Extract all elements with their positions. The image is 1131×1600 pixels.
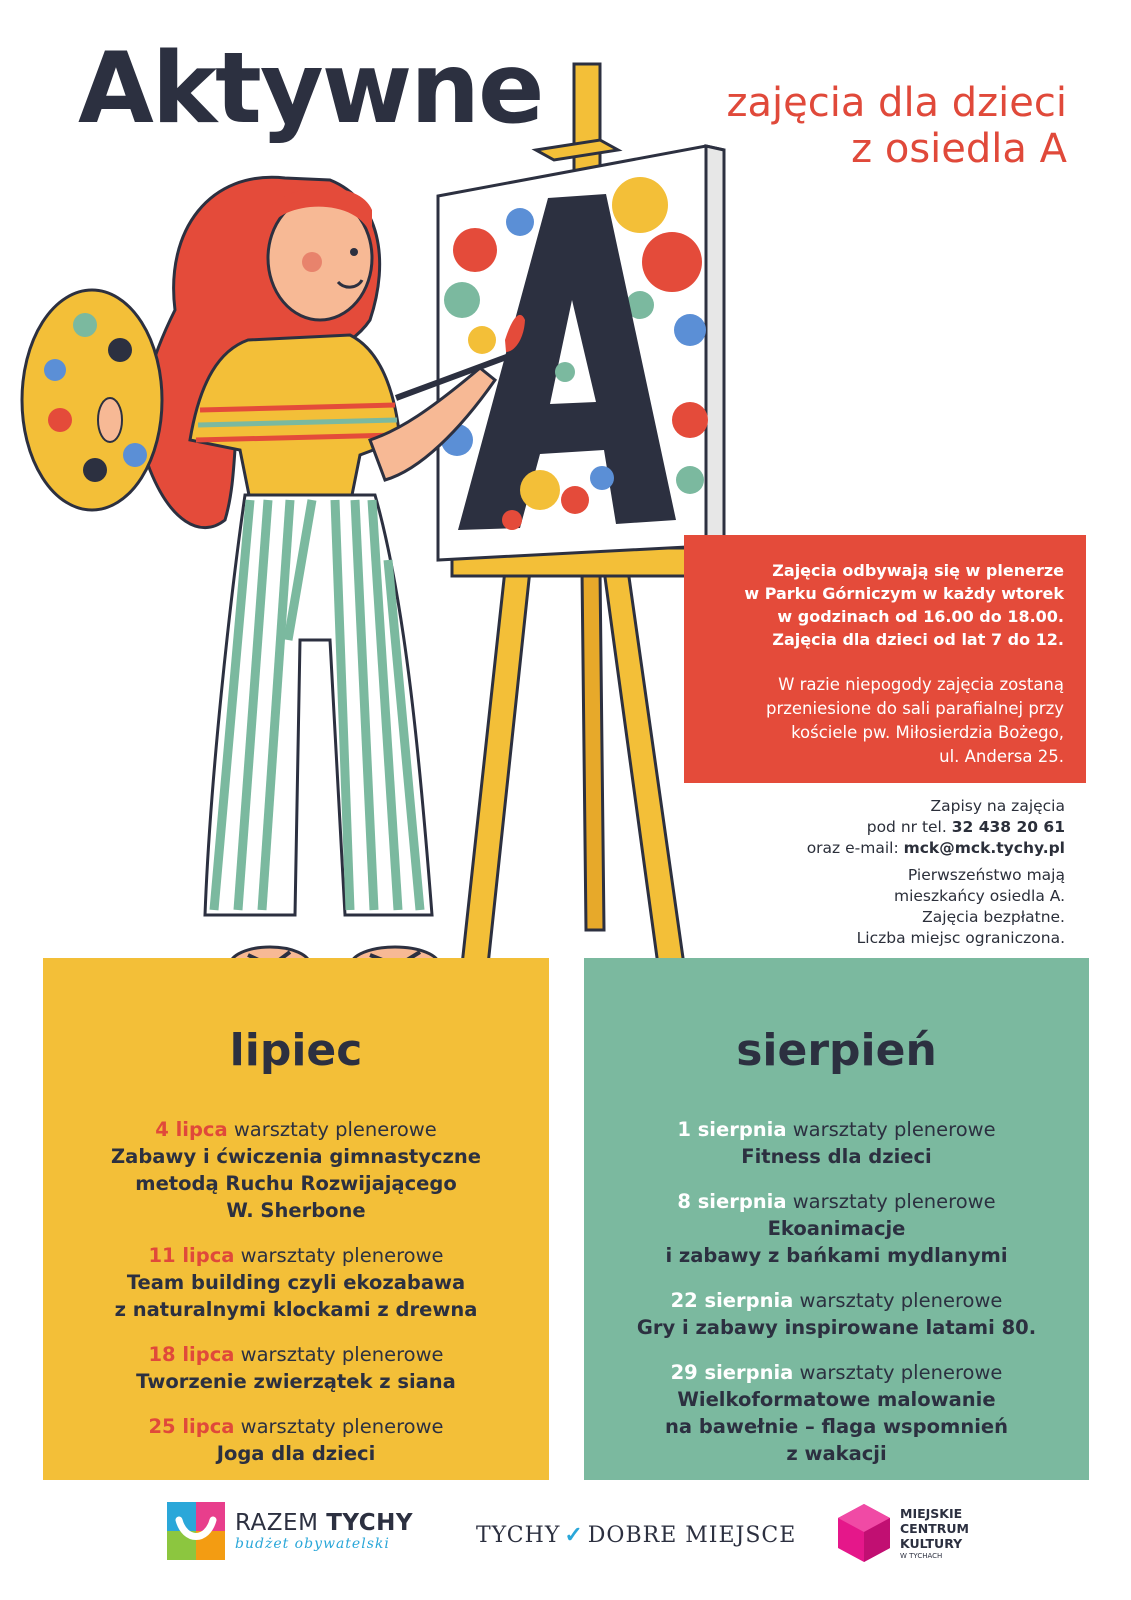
dobre-miejsce-text: DOBRE MIEJSCE (587, 1522, 797, 1548)
cube-icon (836, 1502, 892, 1564)
event-type: warsztaty plenerowe (793, 1361, 1003, 1384)
girl-face (268, 188, 372, 321)
razem-text-a: RAZEM (235, 1510, 327, 1536)
note-line: Liczba miejsc ograniczona. (856, 929, 1065, 947)
event-item (584, 1188, 1089, 1269)
note-line: mieszkańcy osiedla A. (893, 887, 1065, 905)
event-date: 11 lipca (148, 1244, 235, 1267)
footer-logos (0, 1490, 1131, 1600)
event-desc: i zabawy z bańkami mydlanymi (665, 1244, 1008, 1267)
august-schedule (584, 958, 1089, 1480)
mck-logo[interactable] (836, 1502, 969, 1564)
info-line: w godzinach od 16.00 do 18.00. (777, 607, 1064, 626)
event-desc: Tworzenie zwierzątek z siana (136, 1370, 456, 1393)
event-item (43, 1116, 549, 1224)
note-line: Pierwszeństwo mają (907, 866, 1065, 884)
razem-tychy-icon (167, 1502, 225, 1560)
event-item (584, 1287, 1089, 1341)
subtitle-line-1: zajęcia dla dzieci (726, 80, 1067, 126)
email-label: oraz e-mail: (806, 839, 904, 857)
event-date: 1 sierpnia (677, 1118, 787, 1141)
july-schedule (43, 958, 549, 1480)
note-line: Zajęcia bezpłatne. (922, 908, 1065, 926)
event-desc: Gry i zabawy inspirowane latami 80. (636, 1316, 1037, 1339)
razem-text-b: TYCHY (326, 1510, 414, 1536)
event-date: 29 sierpnia (670, 1361, 794, 1384)
event-type: warsztaty plenerowe (227, 1118, 437, 1141)
event-desc: z wakacji (786, 1442, 887, 1465)
month-title-july: lipiec (229, 1025, 363, 1076)
tychy-text: TYCHY (476, 1522, 561, 1548)
event-date: 25 lipca (148, 1415, 235, 1438)
event-desc: z naturalnymi klockami z drewna (114, 1298, 478, 1321)
tychy-dobre-miejsce-logo[interactable] (476, 1522, 796, 1548)
event-type: warsztaty plenerowe (234, 1343, 444, 1366)
weather-note-line: W razie niepogody zajęcia zostaną (778, 675, 1064, 694)
razem-subtitle: budżet obywatelski (235, 1536, 390, 1552)
event-desc: metodą Ruchu Rozwijającego (135, 1172, 457, 1195)
event-type: warsztaty plenerowe (234, 1415, 444, 1438)
event-date: 4 lipca (155, 1118, 228, 1141)
mck-line: CENTRUM (900, 1520, 969, 1536)
weather-note-line: ul. Andersa 25. (939, 747, 1064, 766)
mck-city: W TYCHACH (900, 1551, 943, 1560)
event-type: warsztaty plenerowe (234, 1244, 444, 1267)
event-item (584, 1359, 1089, 1467)
event-item (43, 1341, 549, 1395)
info-line: w Parku Górniczym w każdy wtorek (744, 584, 1064, 603)
event-item (584, 1116, 1089, 1170)
event-type: warsztaty plenerowe (793, 1289, 1003, 1312)
event-desc: Fitness dla dzieci (741, 1145, 932, 1168)
event-desc: na bawełnie – flaga wspomnień (664, 1415, 1009, 1438)
mck-line: MIEJSKIE (900, 1505, 963, 1521)
info-line: Zajęcia odbywają się w plenerze (772, 561, 1064, 580)
event-type: warsztaty plenerowe (786, 1190, 996, 1213)
email-link[interactable]: mck@mck.tychy.pl (903, 839, 1065, 857)
event-desc: Wielkoformatowe malowanie (677, 1388, 996, 1411)
contact-section (807, 796, 1065, 949)
event-desc: Ekoanimacje (767, 1217, 906, 1240)
event-date: 18 lipca (148, 1343, 235, 1366)
phone-number[interactable]: 32 438 20 61 (951, 818, 1065, 836)
event-desc: Team building czyli ekozabawa (126, 1271, 466, 1294)
email-line (807, 838, 1065, 859)
event-date: 8 sierpnia (677, 1190, 787, 1213)
event-item (43, 1413, 549, 1467)
girl-trousers (205, 495, 432, 915)
event-type: warsztaty plenerowe (786, 1118, 996, 1141)
event-date: 22 sierpnia (670, 1289, 794, 1312)
event-desc: Zabawy i ćwiczenia gimnastyczne (111, 1145, 481, 1168)
weather-note-line: przeniesione do sali parafialnej przy (765, 699, 1064, 718)
event-item (43, 1242, 549, 1323)
event-desc: Joga dla dzieci (216, 1442, 376, 1465)
razem-tychy-logo[interactable] (167, 1502, 413, 1560)
event-desc: W. Sherbone (226, 1199, 366, 1222)
check-icon: ✓ (564, 1522, 584, 1548)
mck-line: KULTURY (900, 1535, 963, 1551)
info-box (684, 535, 1086, 783)
signup-label: Zapisy na zajęcia (930, 797, 1065, 815)
poster-title: Aktywne (78, 32, 543, 146)
phone-line (807, 817, 1065, 838)
info-line: Zajęcia dla dzieci od lat 7 do 12. (772, 630, 1064, 649)
canvas-letter: A (0, 0, 1, 1)
paint-palette (22, 290, 162, 510)
subtitle-line-2: z osiedla A (851, 126, 1067, 172)
phone-label: pod nr tel. (866, 818, 952, 836)
month-title-august: sierpień (736, 1025, 937, 1076)
weather-note-line: kościele pw. Miłosierdzia Bożego, (791, 723, 1064, 742)
